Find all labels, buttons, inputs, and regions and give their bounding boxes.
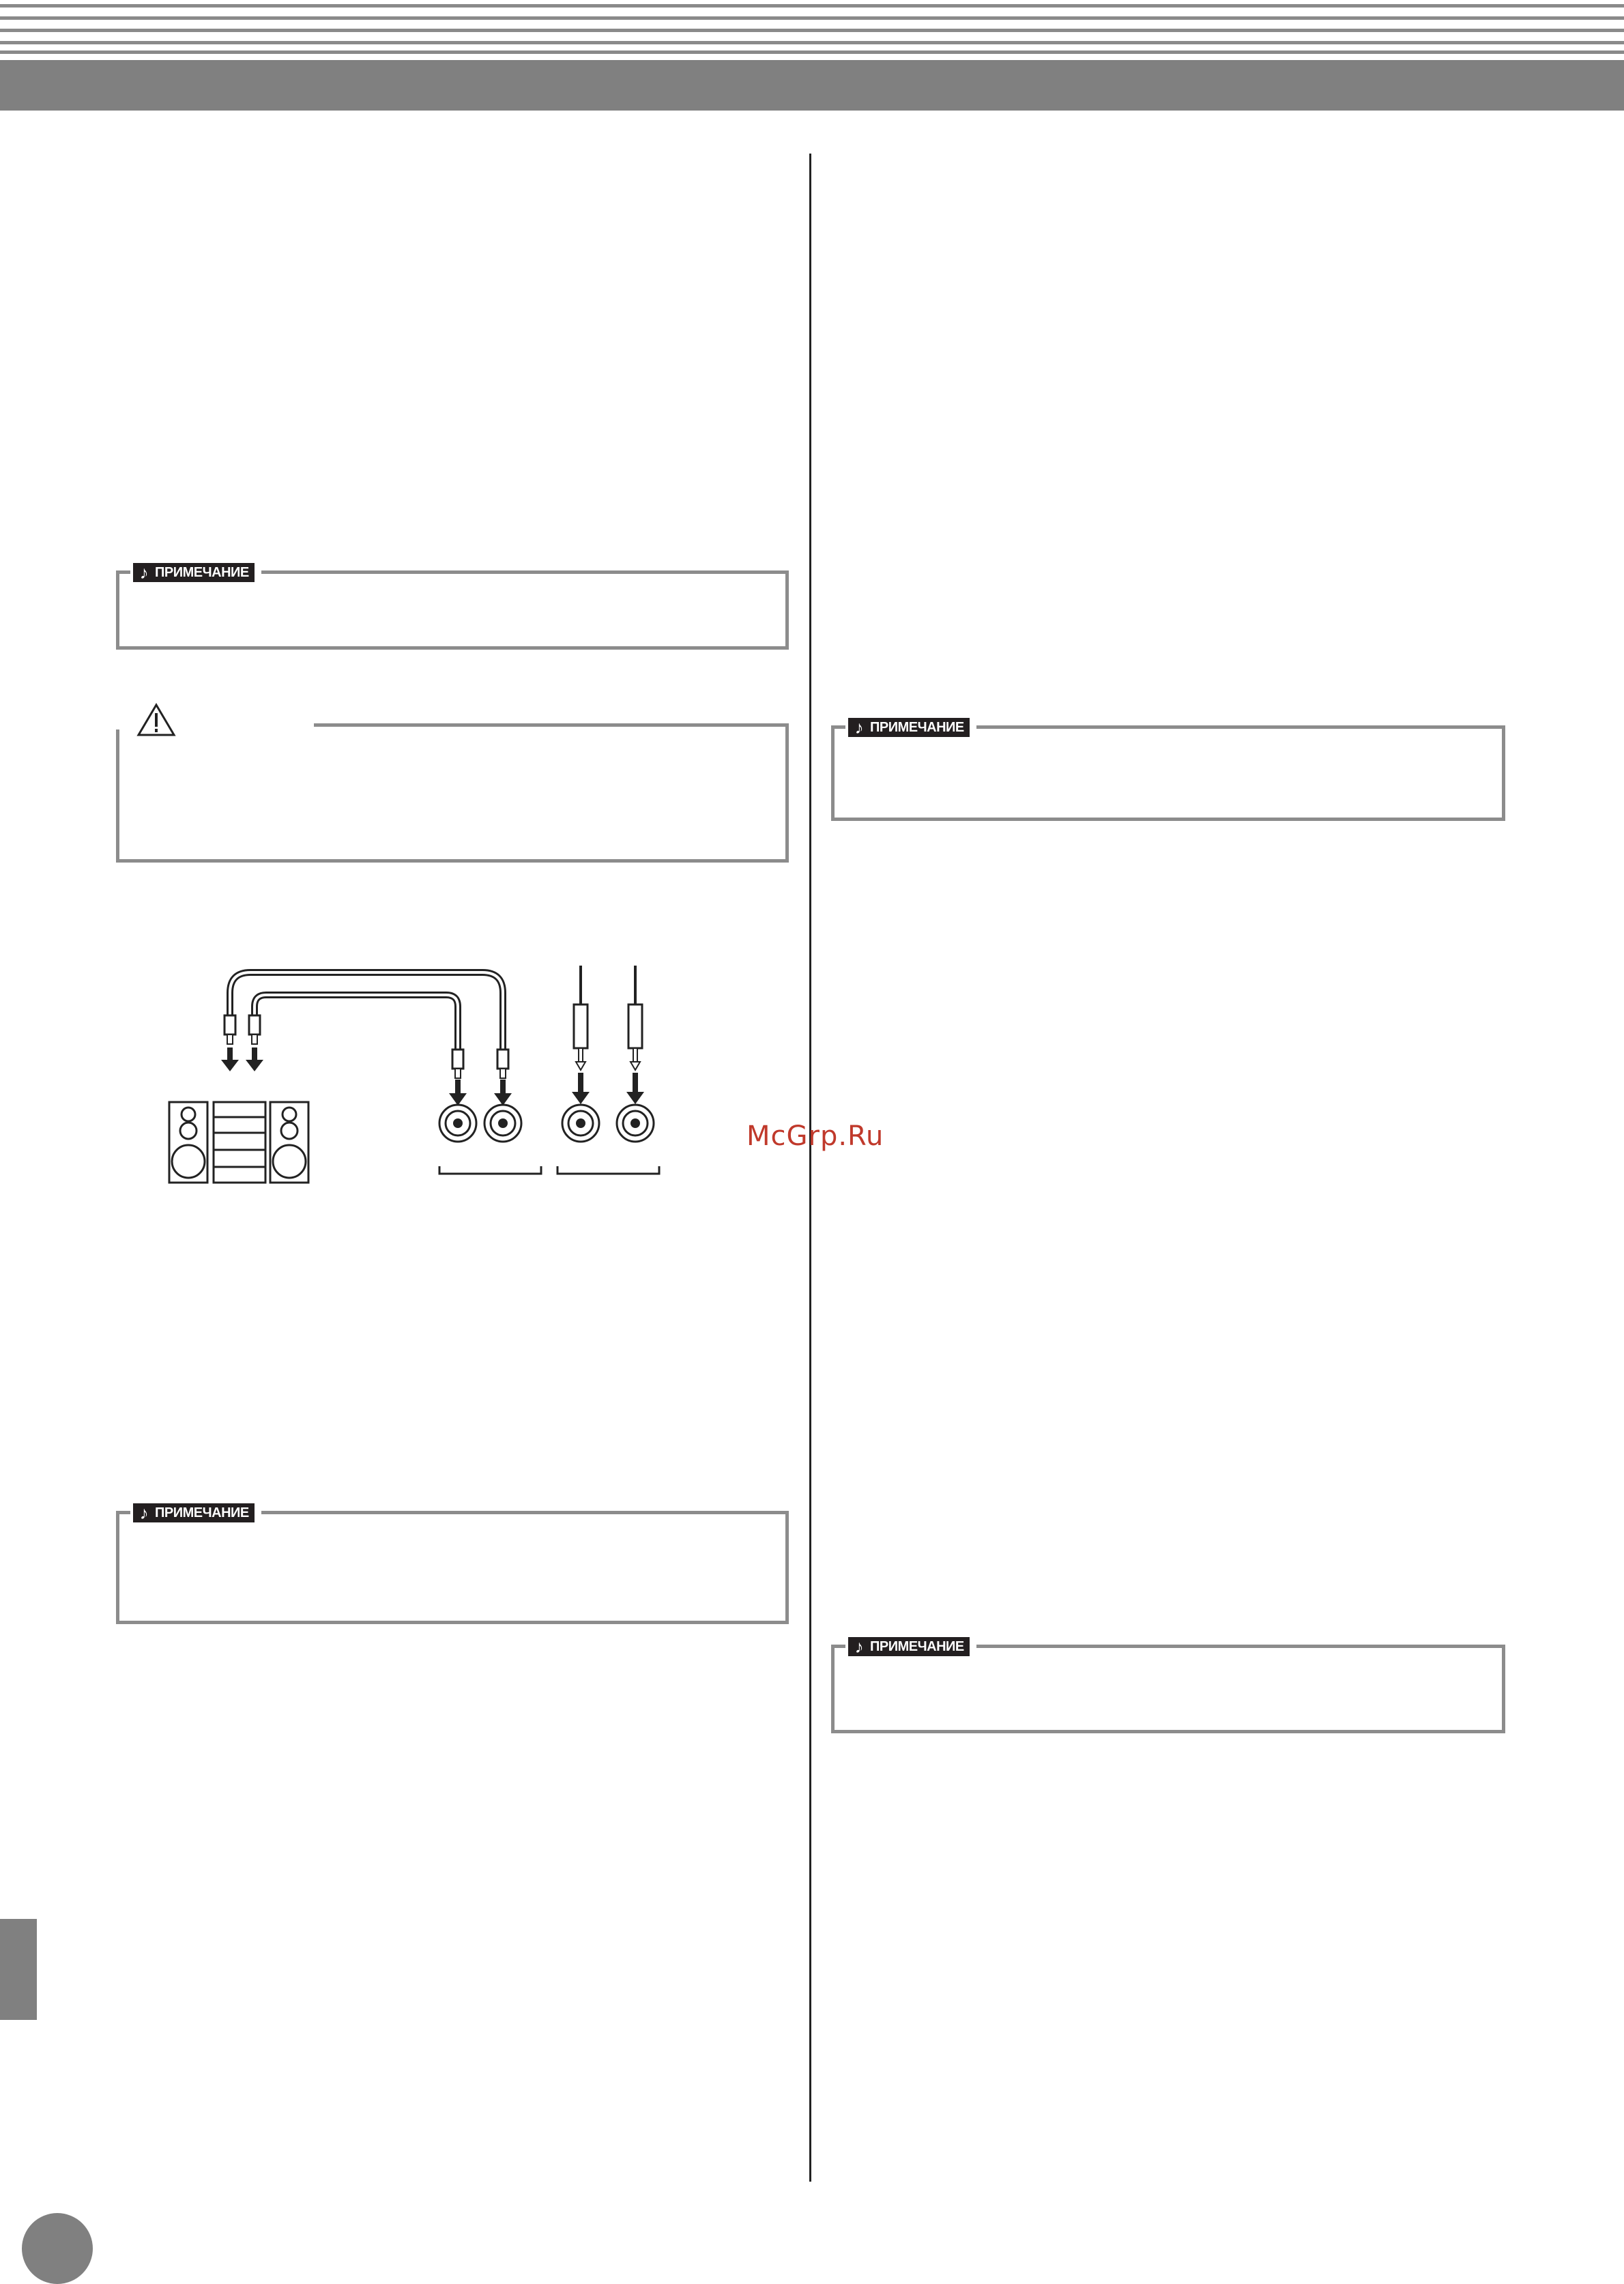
column-divider [809,154,811,2182]
music-note-icon: ♪ [139,1503,149,1523]
note-label [130,1503,261,1523]
header-rule [0,50,1624,54]
stereo-system-icon [169,1102,308,1183]
note-tag [133,1503,255,1522]
jack-socket-icon [484,1105,521,1142]
note-label [845,1636,976,1657]
jack-socket-icon [617,1105,654,1142]
page-number-circle [22,2213,93,2284]
down-arrow-icon [246,1047,263,1071]
note-label-text: ПРИМЕЧАНИЕ [870,719,964,735]
note-label-text: ПРИМЕЧАНИЕ [870,1638,964,1654]
down-arrow-icon [626,1073,644,1104]
note-label [845,717,976,738]
down-arrow-icon [494,1080,512,1105]
header-rule [0,41,1624,44]
header-band [0,0,1624,111]
header-rule [0,16,1624,20]
rca-plug-icon [452,1050,463,1078]
music-note-icon: ♪ [854,717,864,738]
note-label-text: ПРИМЕЧАНИЕ [155,564,249,580]
watermark: McGrp.Ru [746,1121,884,1152]
audio-output-connection-diagram [164,955,682,1187]
note-tag [133,563,255,582]
rca-plug-icon [497,1050,508,1078]
music-note-icon: ♪ [854,1636,864,1657]
caution-box [116,723,789,863]
phone-plug-icon [628,966,642,1070]
note-label-text: ПРИМЕЧАНИЕ [155,1505,249,1520]
music-note-icon: ♪ [139,562,149,583]
header-rule [0,29,1624,32]
jack-group-bracket [439,1166,659,1174]
jack-socket-icon [562,1105,599,1142]
note-box [831,1636,1505,1733]
header-bar [0,60,1624,111]
down-arrow-icon [449,1080,467,1105]
note-tag [848,718,970,737]
down-arrow-icon [221,1047,239,1071]
rca-plug-icon [224,1015,235,1044]
header-rule [0,4,1624,8]
phone-plug-icon [574,966,588,1070]
chapter-side-tab [0,1919,37,2020]
rca-cable [230,972,503,1051]
note-tag [848,1637,970,1656]
down-arrow-icon [572,1073,590,1104]
warning-triangle-icon [136,702,177,738]
note-box [831,717,1505,821]
note-label [130,562,261,583]
jack-socket-icon [439,1105,476,1142]
note-box [116,562,789,650]
note-box [116,1503,789,1624]
rca-plug-icon [249,1015,260,1044]
